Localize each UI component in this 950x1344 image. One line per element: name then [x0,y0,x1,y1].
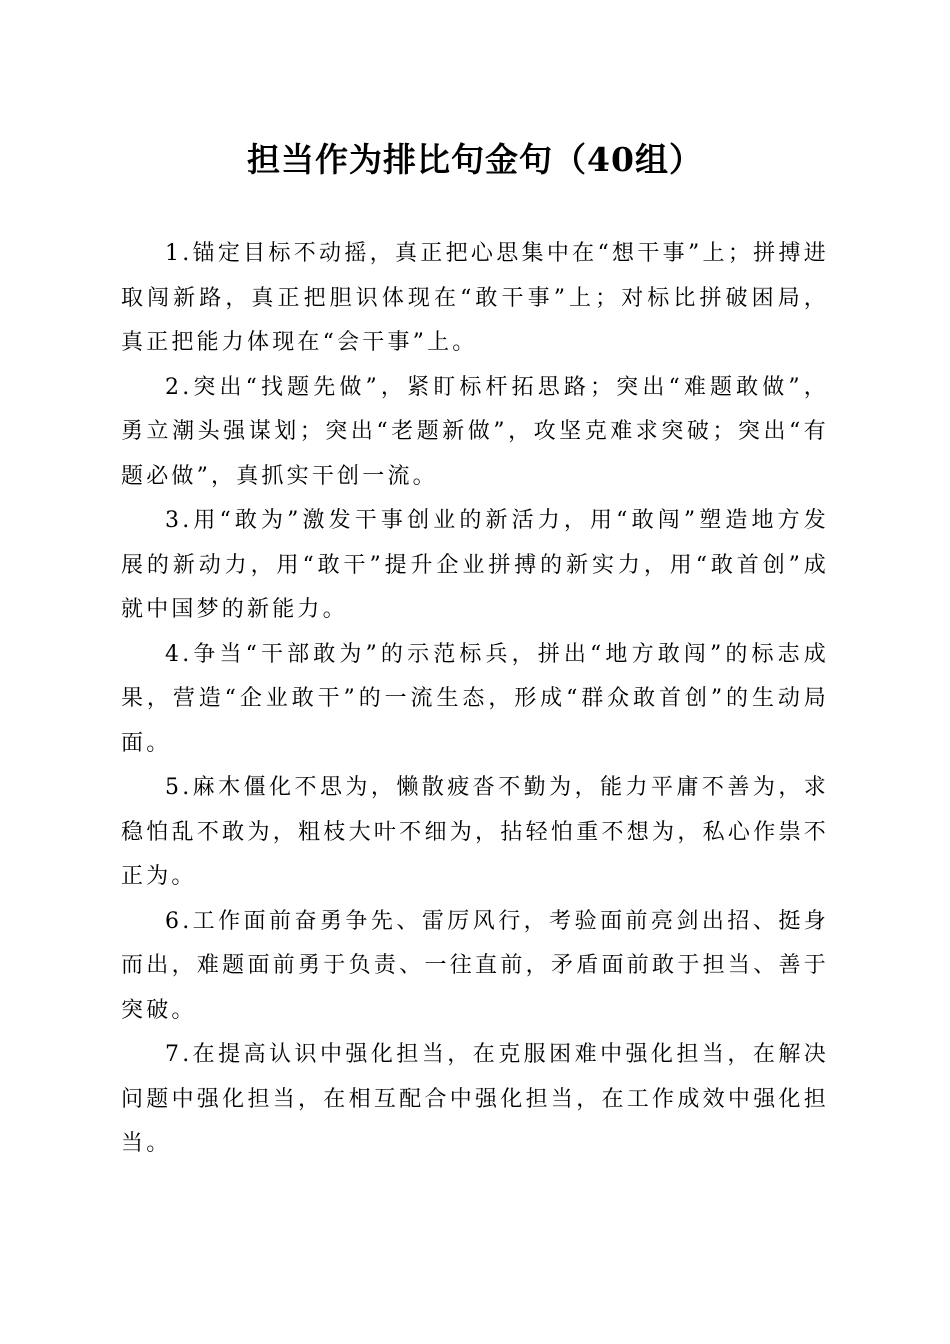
paragraph-7: 7.在提高认识中强化担当，在克服困难中强化担当，在解决问题中强化担当，在相互配合中强化担当，在工作成效中强化担当。 [121,1042,829,1156]
paragraph-6: 6.工作面前奋勇争先、雷厉风行，考验面前亮剑出招、挺身而出，难题面前勇于负责、一往直前，矛盾面前敢于担当、善于突破。 [121,908,829,1023]
paragraph-3: 3.用“敢为”激发干事创业的新活力，用“敢闯”塑造地方发展的新动力，用“敢干”提升企业拼搏的新实力，用“敢首创”成就中国梦的新能力。 [121,508,829,622]
document-title: 担当作为排比句金句（40组） [247,140,703,179]
paragraph-1: 1.锚定目标不动摇，真正把心思集中在“想干事”上；拼搏进取闯新路，真正把胆识体现在“敢干事”上；对标比拼破困局，真正把能力体现在“会干事”上。 [121,241,829,355]
paragraph-2: 2.突出“找题先做”，紧盯标杆拓思路；突出“难题敢做”，勇立潮头强谋划；突出“老题新做”，攻坚克难求突破；突出“有题必做”，真抓实干创一流。 [121,374,829,489]
paragraph-4: 4.争当“干部敢为”的示范标兵，拼出“地方敢闯”的标志成果，营造“企业敢干”的一流生态，形成“群众敢首创”的生动局面。 [121,641,829,756]
document-body [121,232,829,1167]
paragraph-5: 5.麻木僵化不思为，懒散疲沓不勤为，能力平庸不善为，求稳怕乱不敢为，粗枝大叶不细为，拈轻怕重不想为，私心作祟不正为。 [121,775,829,889]
